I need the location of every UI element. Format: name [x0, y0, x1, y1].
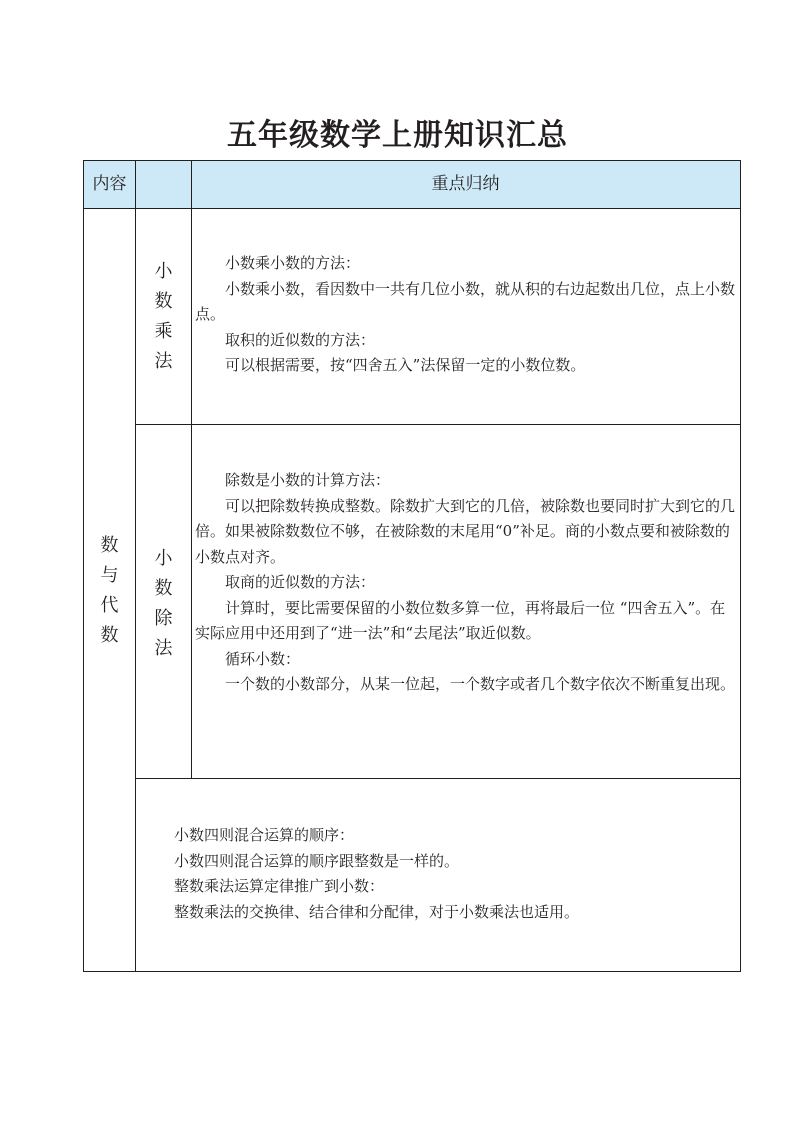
section-label: 数 与 代 数: [100, 535, 119, 646]
div-content: 除数是小数的计算方法： 可以把除数转换成整数。除数扩大到它的几倍，被除数也要同时扩大到它的几倍。如果被除数数位不够，在被除数的末尾用“0”补足。商的小数点要和被除数的小数点对齐。 取商的近似数的方法： 计算时，要比需要保留的小数位数多算一位，再将最后一位 “四舍五入”。在实际应用中还用到了“进一法”和“去尾法”取近似数。 循环小数： 一个数的小数部分，从某一位起，一个数字或者几个数字依次不断重复出现。: [195, 471, 736, 693]
header-divider: [84, 208, 740, 209]
mult-content: 小数乘小数的方法： 小数乘小数，看因数中一共有几位小数，就从积的右边起数出几位，点上小数点。 取积的近似数的方法： 可以根据需要，按“四舍五入”法保留一定的小数位数。: [195, 254, 736, 374]
row-divider-1: [136, 424, 740, 425]
knowledge-table: [83, 160, 741, 972]
column-divider-2: [191, 161, 192, 779]
header-summary: 重点归纳: [431, 174, 500, 194]
div-label: 小 数 除 法: [154, 548, 173, 659]
mixed-content: 小数四则混合运算的顺序： 小数四则混合运算的顺序跟整数是一样的。 整数乘法运算定律推广到小数： 整数乘法的交换律、结合律和分配律，对于小数乘法也适用。: [174, 826, 580, 921]
mult-label: 小 数 乘 法: [154, 261, 173, 372]
page-title: 五年级数学上册知识汇总: [227, 118, 568, 153]
row-divider-2: [136, 778, 740, 779]
header-content: 内容: [92, 174, 127, 194]
